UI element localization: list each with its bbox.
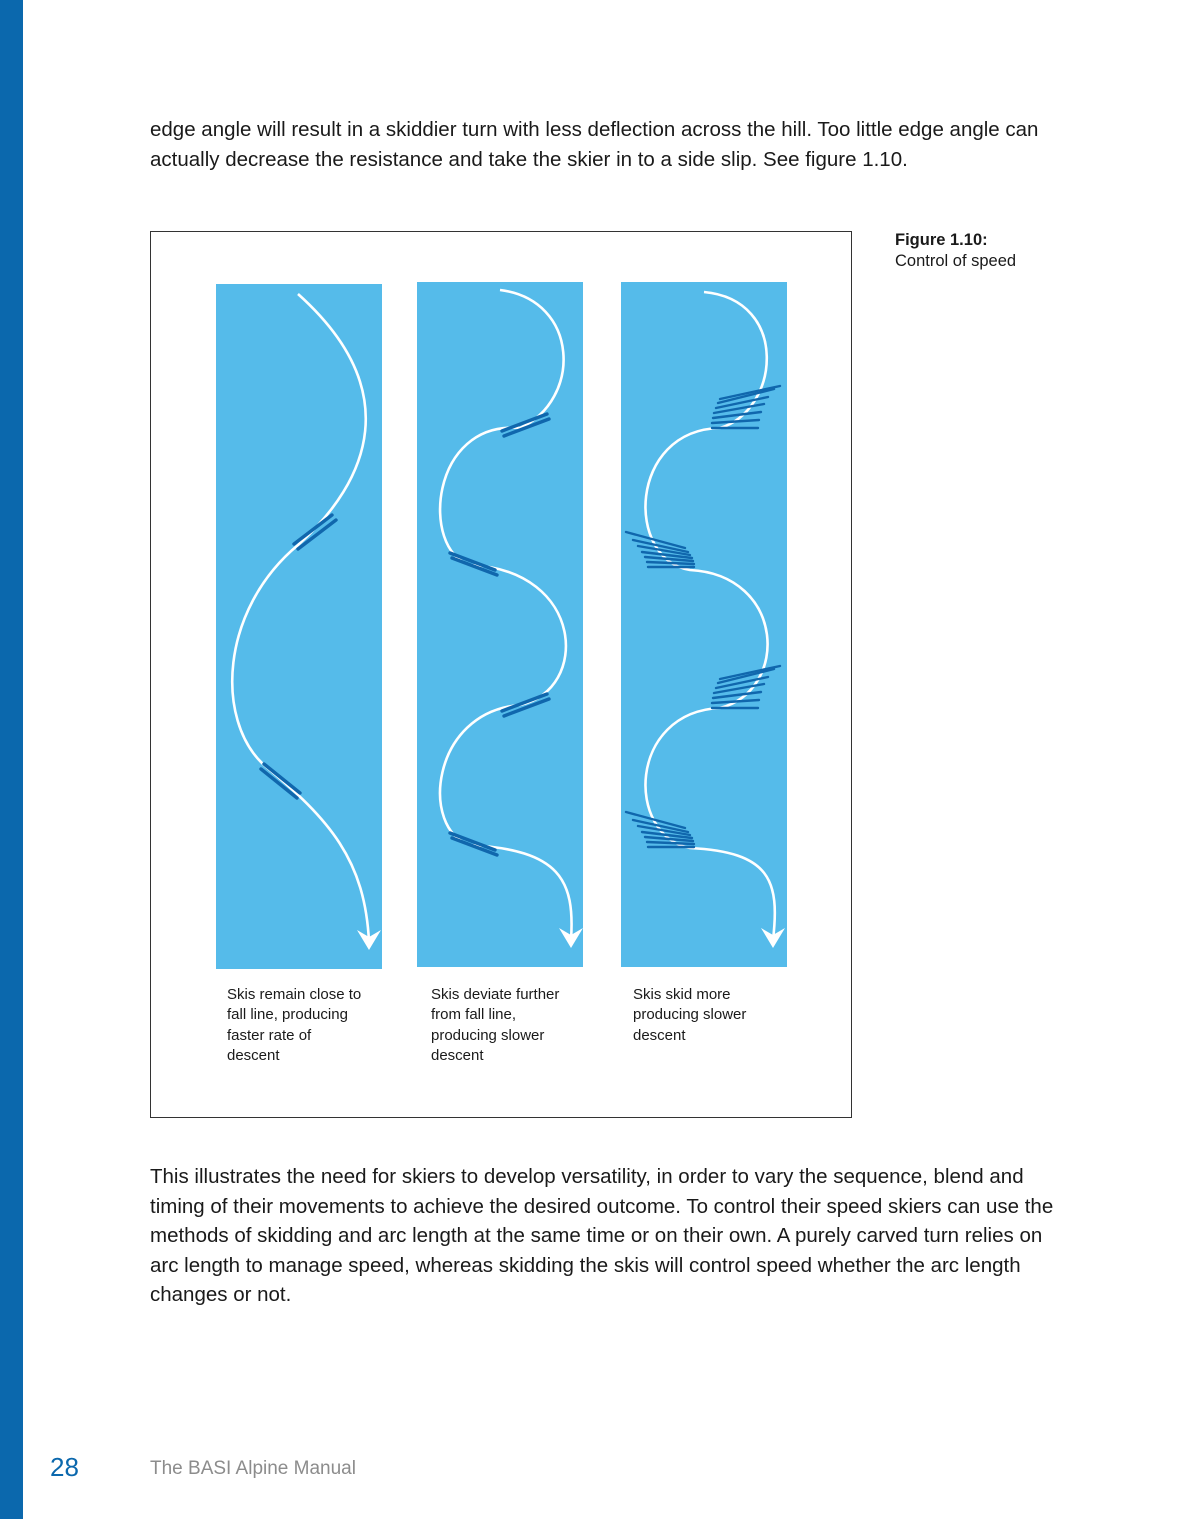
caption-deviate-further: Skis deviate further from fall line, producing slower descent bbox=[431, 986, 560, 1064]
panel-deviate-from-fall-line bbox=[417, 282, 583, 967]
caption-skid-more: Skis skid more producing slower descent bbox=[633, 986, 747, 1044]
figure-number: Figure 1.10: bbox=[895, 231, 988, 249]
caption-close-to-fall-line: Skis remain close to fall line, producing faster rate of descent bbox=[227, 986, 362, 1064]
running-title: The BASI Alpine Manual bbox=[150, 1458, 356, 1479]
figure-title: Control of speed bbox=[895, 252, 1017, 270]
page-number: 28 bbox=[50, 1452, 79, 1482]
outro-paragraph: This illustrates the need for skiers to develop versatility, in order to vary the sequence, blend and timing of their movements to achieve the desired outcome. To control their speed skiers can use the methods of skidding and arc length at the same time or on their own. A purely carved turn relies on arc length to manage speed, whereas skidding the skis will control speed whether the arc length changes or not. bbox=[150, 1165, 1054, 1306]
panel-skid-more bbox=[621, 282, 787, 967]
intro-paragraph: edge angle will result in a skiddier turn with less deflection across the hill. Too little edge angle can actually decrease the resistance and take the skier in to a side slip. See figure 1.10. bbox=[150, 118, 1039, 171]
panel-close-to-fall-line bbox=[216, 284, 382, 969]
